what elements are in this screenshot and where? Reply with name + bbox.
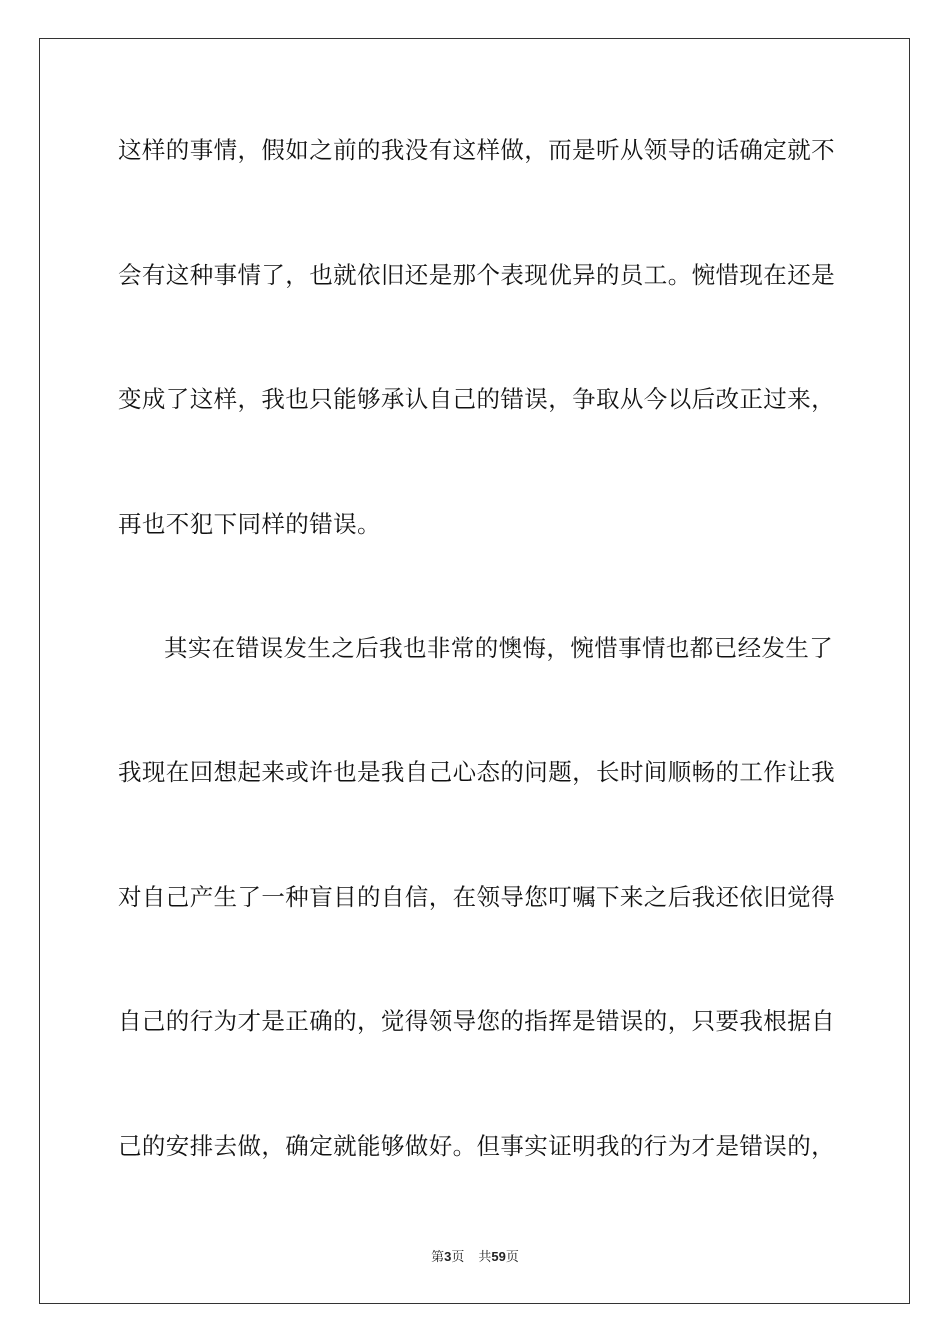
body-text-line-5: 其实在错误发生之后我也非常的懊悔，惋惜事情也都已经发生了 bbox=[164, 634, 834, 662]
page-suffix: 页 bbox=[451, 1250, 465, 1265]
body-text-line-2: 会有这种事情了，也就依旧还是那个表现优异的员工。惋惜现在还是 bbox=[118, 261, 835, 289]
total-suffix: 页 bbox=[505, 1250, 519, 1265]
body-text-line-8: 自己的行为才是正确的，觉得领导您的指挥是错误的，只要我根据自 bbox=[118, 1007, 835, 1035]
page-prefix: 第 bbox=[431, 1250, 445, 1265]
body-text-line-1: 这样的事情，假如之前的我没有这样做，而是听从领导的话确定就不 bbox=[118, 136, 835, 164]
page-border bbox=[39, 38, 910, 1304]
body-text-line-9: 己的安排去做，确定就能够做好。但事实证明我的行为才是错误的， bbox=[118, 1132, 835, 1160]
body-text-line-6: 我现在回想起来或许也是我自己心态的问题，长时间顺畅的工作让我 bbox=[118, 758, 835, 786]
total-pages: 59 bbox=[491, 1249, 506, 1264]
total-prefix: 共 bbox=[478, 1250, 492, 1265]
body-text-line-4: 再也不犯下同样的错误。 bbox=[118, 510, 381, 538]
page-footer bbox=[0, 1249, 950, 1266]
page-number: 3 bbox=[444, 1249, 452, 1264]
body-text-line-7: 对自己产生了一种盲目的自信，在领导您叮嘱下来之后我还依旧觉得 bbox=[118, 883, 835, 911]
body-text-line-3: 变成了这样，我也只能够承认自己的错误，争取从今以后改正过来， bbox=[118, 385, 835, 413]
